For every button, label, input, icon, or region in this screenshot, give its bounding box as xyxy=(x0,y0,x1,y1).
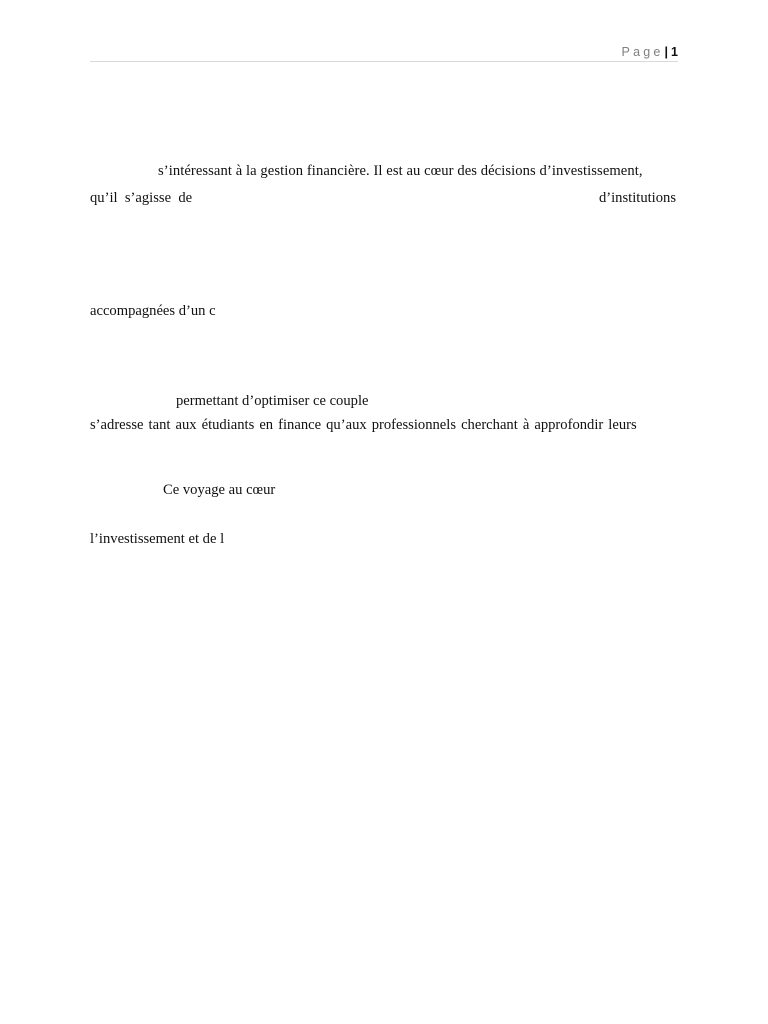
page-label: Page xyxy=(621,45,664,59)
text-line-3: accompagnées d’un c xyxy=(90,303,216,319)
text-line-5-content: s’adresse tant aux étudiants en finance qu’aux professionnels cherchant à approfondir leurs xyxy=(90,417,637,433)
text-line-2-left: qu’il s’agisse de xyxy=(90,190,193,206)
text-line-6: Ce voyage au cœur xyxy=(163,482,276,498)
page-number: 1 xyxy=(671,45,678,59)
text-line-1 xyxy=(90,162,676,180)
page-header xyxy=(622,43,678,61)
text-line-7: l’investissement et de l xyxy=(90,531,225,547)
text-line-4: permettant d’optimiser ce couple xyxy=(176,393,369,409)
text-line-2 xyxy=(90,189,676,207)
text-line-5 xyxy=(90,416,676,434)
header-divider xyxy=(90,61,678,62)
text-line-1-content: s’intéressant à la gestion financière. Il est au cœur des décisions d’investissement, xyxy=(158,163,643,179)
text-line-2-right: d’institutions xyxy=(598,190,676,206)
page-separator: | xyxy=(664,45,669,59)
